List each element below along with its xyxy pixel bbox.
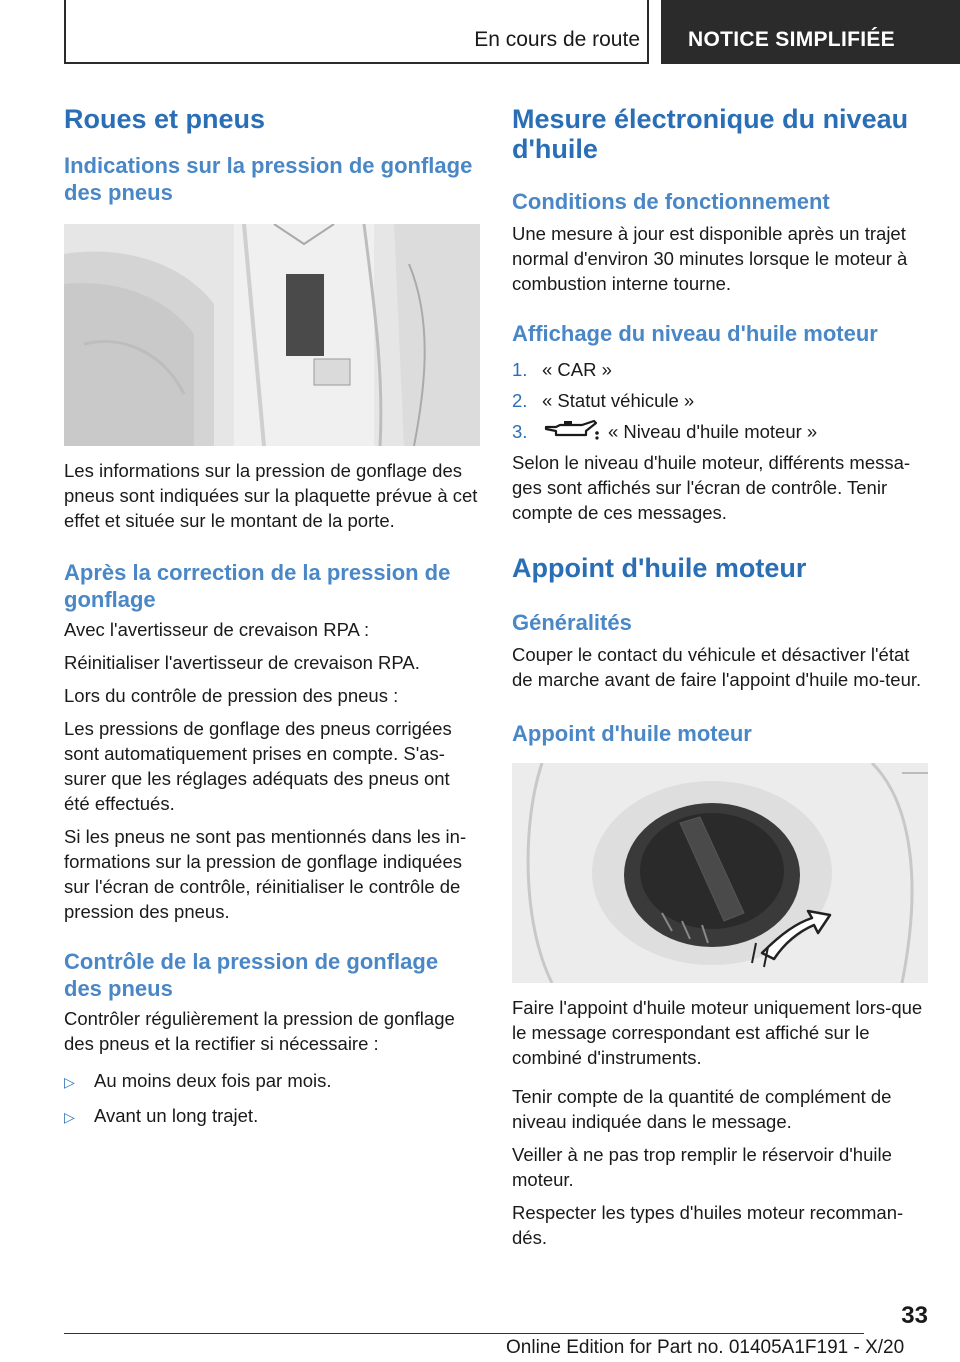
paragraph: Tenir compte de la quantité de complément de niveau indiquée dans le message. [512, 1086, 892, 1132]
paragraph: Veiller à ne pas trop remplir le réservoir d'huile moteur. [512, 1144, 892, 1190]
door-pillar-image [64, 224, 480, 446]
page-number: 33 [901, 1302, 928, 1329]
door-pillar-illustration [64, 224, 480, 446]
oil-filler-cap-image [512, 763, 928, 983]
subheading: Affichage du niveau d'huile moteur [512, 321, 878, 346]
step-number: 3. [512, 421, 528, 442]
right-column [512, 100, 928, 1250]
paragraph: Lors du contrôle de pression des pneus : [64, 685, 399, 706]
subheading: Appoint d'huile moteur [512, 721, 752, 746]
paragraph: Respecter les types d'huiles moteur recomman-dés. [512, 1202, 904, 1248]
paragraph: Couper le contact du véhicule et désactiver l'état de marche avant de faire l'appoint d'huile mo-teur. [512, 644, 922, 690]
subheading: Indications sur la pression de gonflage des pneus [64, 153, 473, 205]
paragraph: Les informations sur la pression de gonflage des pneus sont indiquées sur la plaquette prévue à cet effet et située sur le montant de la porte. [64, 460, 478, 531]
step-number: 1. [512, 359, 528, 380]
subheading: Contrôle de la pression de gonflage des pneus [64, 949, 439, 1001]
subheading: Après la correction de la pression de gonflage [64, 560, 451, 612]
paragraph: Si les pneus ne sont pas mentionnés dans les in-formations sur la pression de gonflage indiquées sur l'écran de contrôle, réinitialiser le contrôle de pression des pneus. [64, 826, 467, 922]
header-tab: NOTICE SIMPLIFIÉE [661, 0, 960, 64]
bullet-arrow-icon: ▷ [64, 1109, 75, 1125]
list-item-text: Avant un long trajet. [94, 1105, 259, 1126]
section-heading: Mesure électronique du niveau d'huile [512, 104, 909, 164]
paragraph: Selon le niveau d'huile moteur, différents messa-ges sont affichés sur l'écran de contrôle. Tenir compte de ces messages. [512, 452, 911, 523]
paragraph: Contrôler régulièrement la pression de gonflage des pneus et la rectifier si nécessaire : [64, 1008, 455, 1054]
steps-list [512, 357, 928, 444]
paragraph: Réinitialiser l'avertisseur de crevaison RPA. [64, 652, 420, 673]
bullet-arrow-icon: ▷ [64, 1074, 75, 1090]
list-item [64, 1103, 480, 1130]
subheading: Généralités [512, 610, 632, 635]
list-item [512, 388, 928, 413]
step-text: « CAR » [542, 359, 612, 380]
paragraph: Avec l'avertisseur de crevaison RPA : [64, 619, 370, 640]
paragraph: Une mesure à jour est disponible après un trajet normal d'environ 30 minutes lorsque le moteur à combustion interne tourne. [512, 223, 908, 294]
list-item [512, 419, 928, 444]
oil-can-icon [542, 419, 600, 441]
list-item [512, 357, 928, 382]
list-item [64, 1068, 480, 1095]
paragraph: Faire l'appoint d'huile moteur uniquement lors-que le message correspondant est affiché sur le combiné d'instruments. [512, 997, 923, 1068]
step-text: « Niveau d'huile moteur » [608, 421, 818, 442]
paragraph: Les pressions de gonflage des pneus corrigées sont automatiquement prises en compte. S'as-surer que les réglages adéquats des pneus ont été effectués. [64, 718, 452, 814]
list-item-text: Au moins deux fois par mois. [94, 1070, 332, 1091]
step-number: 2. [512, 390, 528, 411]
bullet-list [64, 1068, 480, 1130]
oil-filler-illustration [512, 763, 928, 983]
footer-edition: Online Edition for Part no. 01405A1F191 - X/20 [506, 1337, 905, 1358]
section-title: En cours de route [474, 28, 640, 51]
step-text: « Statut véhicule » [542, 390, 695, 411]
subheading: Conditions de fonctionnement [512, 189, 830, 214]
section-heading: Roues et pneus [64, 104, 266, 134]
footer-divider [64, 1333, 864, 1334]
left-column [64, 100, 480, 1138]
section-heading: Appoint d'huile moteur [512, 553, 807, 583]
